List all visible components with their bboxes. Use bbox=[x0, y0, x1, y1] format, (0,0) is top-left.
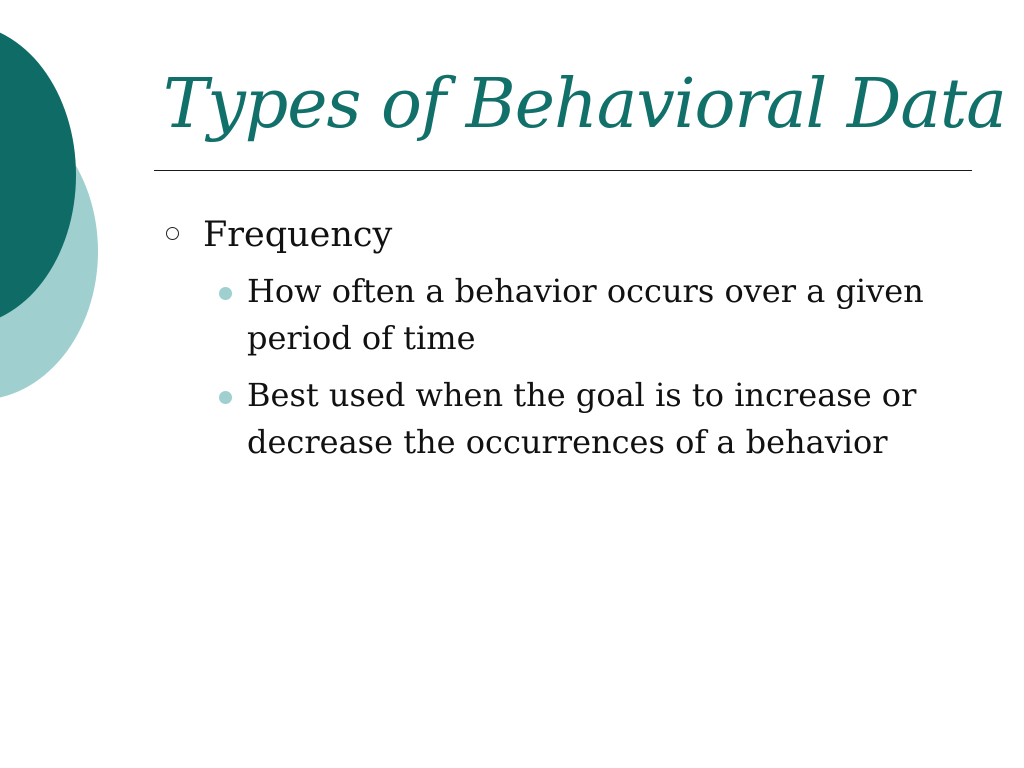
bullet-text: Frequency bbox=[203, 215, 393, 255]
sub-bullet-list bbox=[166, 268, 966, 466]
bullet-item bbox=[166, 212, 966, 258]
sub-bullet-item bbox=[166, 268, 947, 362]
filled-dot-bullet-icon bbox=[219, 287, 232, 300]
slide-body bbox=[166, 212, 966, 476]
filled-dot-bullet-icon bbox=[219, 391, 232, 404]
slide-title: Types of Behavioral Data bbox=[163, 65, 1006, 144]
hollow-circle-bullet-icon bbox=[166, 227, 179, 240]
sub-bullet-text: Best used when the goal is to increase or decrease the occurrences of a behavior bbox=[247, 376, 917, 461]
sub-bullet-text: How often a behavior occurs over a given period of time bbox=[247, 272, 924, 357]
sub-bullet-item bbox=[166, 372, 947, 466]
title-divider bbox=[154, 170, 972, 171]
